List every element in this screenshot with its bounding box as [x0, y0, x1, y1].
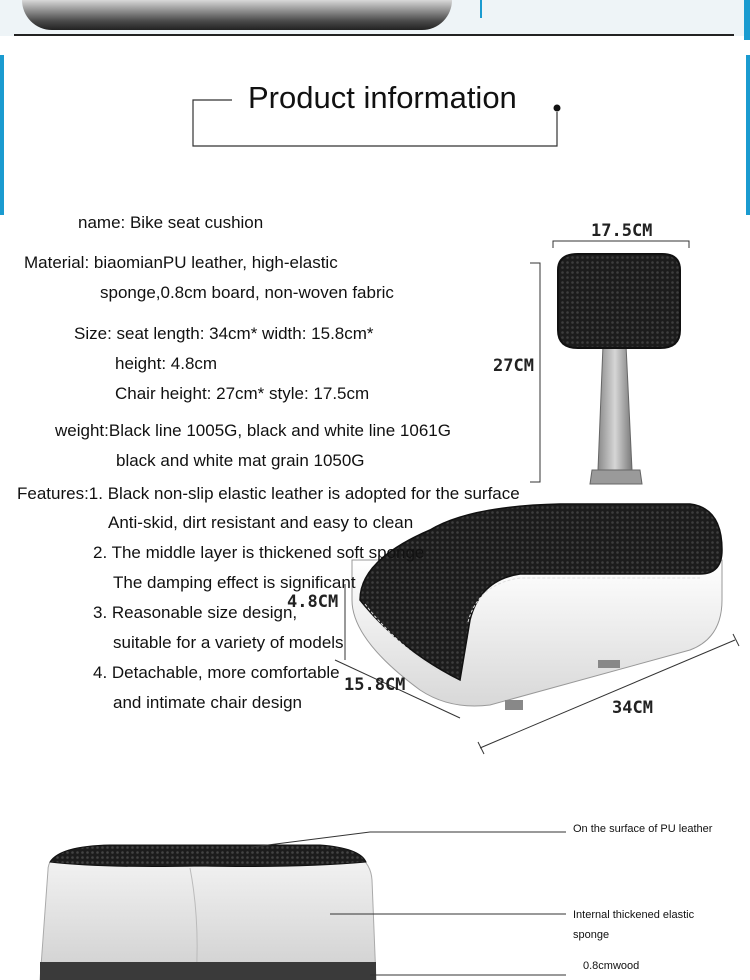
spec-weight: weight:Black line 1005G, black and white line 1061G — [55, 421, 451, 440]
features-4-cont: and intimate chair design — [113, 693, 303, 712]
spec-chair-height: Chair height: 27cm* style: 17.5cm — [115, 384, 370, 403]
features-1-cont: Anti-skid, dirt resistant and easy to clean — [108, 513, 414, 532]
features-4: 4. Detachable, more comfortable — [93, 663, 340, 682]
spec-size-height: height: 4.8cm — [115, 354, 218, 373]
dim-width-top: 17.5CM — [591, 221, 653, 241]
features-3: 3. Reasonable size design, — [93, 603, 298, 622]
callout-sponge: Internal thickened elastic — [573, 909, 695, 921]
features-2: 2. The middle layer is thickened soft sponge — [93, 543, 425, 562]
features-1: Features:1. Black non-slip elastic leather is adopted for the surface — [17, 484, 520, 503]
spec-weight-cont: black and white mat grain 1050G — [116, 451, 365, 470]
spec-size: Size: seat length: 34cm* width: 15.8cm* — [74, 324, 374, 343]
callout-wood: 0.8cmwood — [583, 960, 640, 972]
dim-thickness: 4.8CM — [287, 592, 339, 612]
callout-pu-leather: On the surface of PU leather — [573, 823, 713, 835]
features-2-cont: The damping effect is significant — [113, 573, 356, 592]
dim-depth: 15.8CM — [344, 675, 406, 695]
page-title: Product information — [248, 80, 517, 115]
callout-sponge-cont: sponge — [573, 929, 610, 941]
dim-height: 27CM — [493, 356, 534, 376]
features-3-cont: suitable for a variety of models — [113, 633, 344, 652]
spec-material-cont: sponge,0.8cm board, non-woven fabric — [100, 283, 394, 302]
spec-name: name: Bike seat cushion — [78, 213, 264, 232]
dim-length: 34CM — [612, 698, 653, 718]
spec-material: Material: biaomianPU leather, high-elastic — [24, 253, 338, 272]
